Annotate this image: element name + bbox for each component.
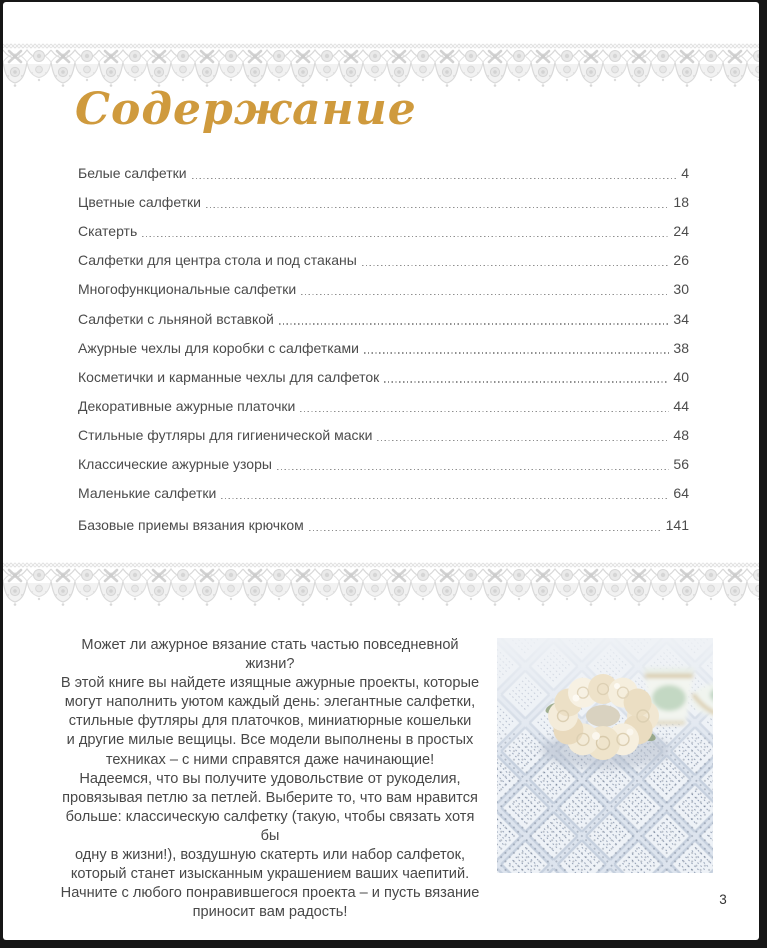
toc-leader-dots: [300, 411, 669, 412]
toc-entry[interactable]: [78, 187, 689, 216]
intro-line: Начните с любого понравившегося проекта – и пусть вязание: [60, 885, 480, 902]
toc-leader-dots: [206, 207, 669, 208]
toc-entry-page: 38: [673, 339, 689, 356]
book-page: [3, 2, 759, 940]
crochet-photo: [497, 638, 713, 873]
toc-leader-dots: [384, 381, 669, 382]
toc-entry[interactable]: [78, 449, 689, 478]
toc-entry[interactable]: [78, 303, 689, 332]
toc-entry-label: Скатерть: [78, 223, 138, 240]
intro-line: провязывая петлю за петлей. Выберите то, что вам нравится: [62, 789, 478, 806]
toc-entry-page: 30: [673, 281, 689, 298]
toc-entry[interactable]: [78, 510, 689, 539]
toc-entry[interactable]: [78, 245, 689, 274]
lace-border-middle: [3, 561, 759, 609]
intro-line: В этой книге вы найдете изящные ажурные проекты, которые: [60, 675, 480, 692]
toc-leader-dots: [309, 530, 662, 531]
intro-line: и другие милые вещицы. Все модели выполнены в простых: [66, 732, 474, 749]
toc-entry-label: Базовые приемы вязания крючком: [78, 517, 304, 534]
toc-leader-dots: [221, 498, 669, 499]
intro-line: Надеемся, что вы получите удовольствие от рукоделия,: [79, 770, 461, 787]
intro-line: техниках – с ними справятся даже начинающие!: [105, 751, 435, 768]
toc-leader-dots: [277, 469, 669, 470]
toc-entry-page: 4: [681, 165, 689, 182]
toc-entry-page: 26: [673, 252, 689, 269]
toc-entry[interactable]: [78, 274, 689, 303]
toc-entry-page: 24: [673, 223, 689, 240]
toc-entry-label: Маленькие салфетки: [78, 485, 217, 502]
toc-entry[interactable]: [78, 420, 689, 449]
intro-text: [56, 636, 484, 922]
toc-entry[interactable]: [78, 391, 689, 420]
toc-entry-label: Салфетки с льняной вставкой: [78, 310, 274, 327]
intro-line: могут наполнить уютом каждый день: элегантные салфетки,: [64, 694, 476, 711]
toc-leader-dots: [279, 323, 670, 324]
toc-leader-dots: [364, 352, 670, 353]
page-number: 3: [719, 892, 727, 907]
toc-entry-page: 34: [673, 310, 689, 327]
intro-line: Может ли ажурное вязание стать частью повседневной жизни?: [81, 637, 459, 673]
toc-entry-page: 56: [673, 456, 689, 473]
intro-line: приносит вам радость!: [192, 904, 348, 921]
toc-entry[interactable]: [78, 478, 689, 507]
toc-leader-dots: [301, 294, 669, 295]
toc-entry-label: Декоративные ажурные платочки: [78, 397, 296, 414]
toc-entry-page: 40: [673, 368, 689, 385]
toc-leader-dots: [377, 440, 669, 441]
lace-border-top: [3, 42, 759, 90]
toc-entry-label: Косметички и карманные чехлы для салфеток: [78, 368, 380, 385]
toc-entry-page: 141: [665, 517, 689, 534]
toc-entry-page: 64: [673, 485, 689, 502]
toc-entry[interactable]: [78, 216, 689, 245]
toc-entry-label: Стильные футляры для гигиенической маски: [78, 426, 373, 443]
toc-entry-label: Ажурные чехлы для коробки с салфетками: [78, 339, 359, 356]
toc-entry-label: Классические ажурные узоры: [78, 456, 272, 473]
toc-leader-dots: [142, 236, 669, 237]
toc-list: [78, 158, 689, 539]
toc-entry-label: Белые салфетки: [78, 165, 187, 182]
intro-line: стильные футляры для платочков, миниатюрные кошельки: [68, 713, 472, 730]
toc-entry-page: 44: [673, 397, 689, 414]
toc-entry-page: 18: [673, 194, 689, 211]
toc-entry-label: Салфетки для центра стола и под стаканы: [78, 252, 357, 269]
toc-entry-page: 48: [673, 426, 689, 443]
toc-entry[interactable]: [78, 333, 689, 362]
toc-entry-label: Цветные салфетки: [78, 194, 201, 211]
toc-entry[interactable]: [78, 158, 689, 187]
page-title: Содержание: [75, 84, 417, 135]
intro-line: одну в жизни!), воздушную скатерть или набор салфеток,: [74, 847, 466, 864]
intro-line: который станет изысканным украшением ваших чаепитий.: [70, 866, 470, 883]
intro-line: больше: классическую салфетку (такую, чтобы связать хотя бы: [65, 808, 475, 844]
toc-leader-dots: [362, 265, 670, 266]
toc-leader-dots: [192, 178, 678, 179]
toc-entry[interactable]: [78, 362, 689, 391]
toc-entry-label: Многофункциональные салфетки: [78, 281, 297, 298]
